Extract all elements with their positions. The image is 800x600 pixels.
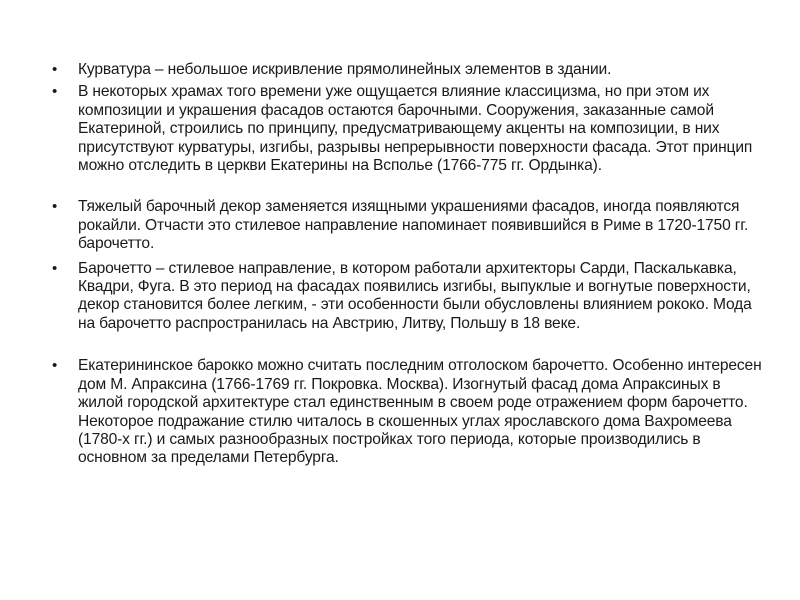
bullet-baroque-decor — [52, 198, 764, 253]
bullet-curvature — [52, 61, 764, 79]
bullet-text: В некоторых храмах того времени уже ощущается влияние классицизма, но при этом их композиции и украшения фасадов остаются барочными. Сооружения, заказанные самой Екатериной, строились по принципу, предусматривающему акценты на композиции, в них присутствуют курватуры, изгибы, разрывы непрерывности поверхности фасада. Этот принцип можно отследить в церкви Екатерины на Всполье (1766-775 гг. Ордынка). — [78, 83, 753, 175]
bullet-text: Екатерининское барокко можно считать последним отголоском барочетто. Особенно интересен дом М. Апраксина (1766-1769 гг. Покровка. Москва). Изогнутый фасад дома Апраксиных в жилой городской архитектуре стал единственным в своем роде отражением форм барочетто. Некоторое подражание стилю читалось в скошенных углах ярославского дома Вахромеева (1780-х гг.) и самых разнообразных постройках того периода, которые производились в основном за пределами Петербурга. — [78, 357, 762, 467]
bullet-text: Барочетто – стилевое направление, в котором работали архитекторы Сарди, Паскалькавка, Квадри, Фуга. В это период на фасадах появились изгибы, выпуклые и вогнутые поверхности, декор становится более легким, - эти особенности были обусловлены влиянием рококо. Мода на барочетто распространилась на Австрию, Литву, Польшу в 18 веке. — [78, 259, 752, 332]
bullet-catherine-baroque — [52, 357, 764, 467]
bullet-temples-classicism — [52, 83, 764, 175]
bullet-list — [52, 61, 764, 468]
bullet-barocchetto — [52, 260, 764, 334]
bullet-text: Курватура – небольшое искривление прямолинейных элементов в здании. — [78, 61, 612, 78]
bullet-text: Тяжелый барочный декор заменяется изящными украшениями фасадов, иногда появляются рокайли. Отчасти это стилевое направление напоминает появившийся в Риме в 1720-1750 гг. барочетто. — [78, 198, 749, 253]
